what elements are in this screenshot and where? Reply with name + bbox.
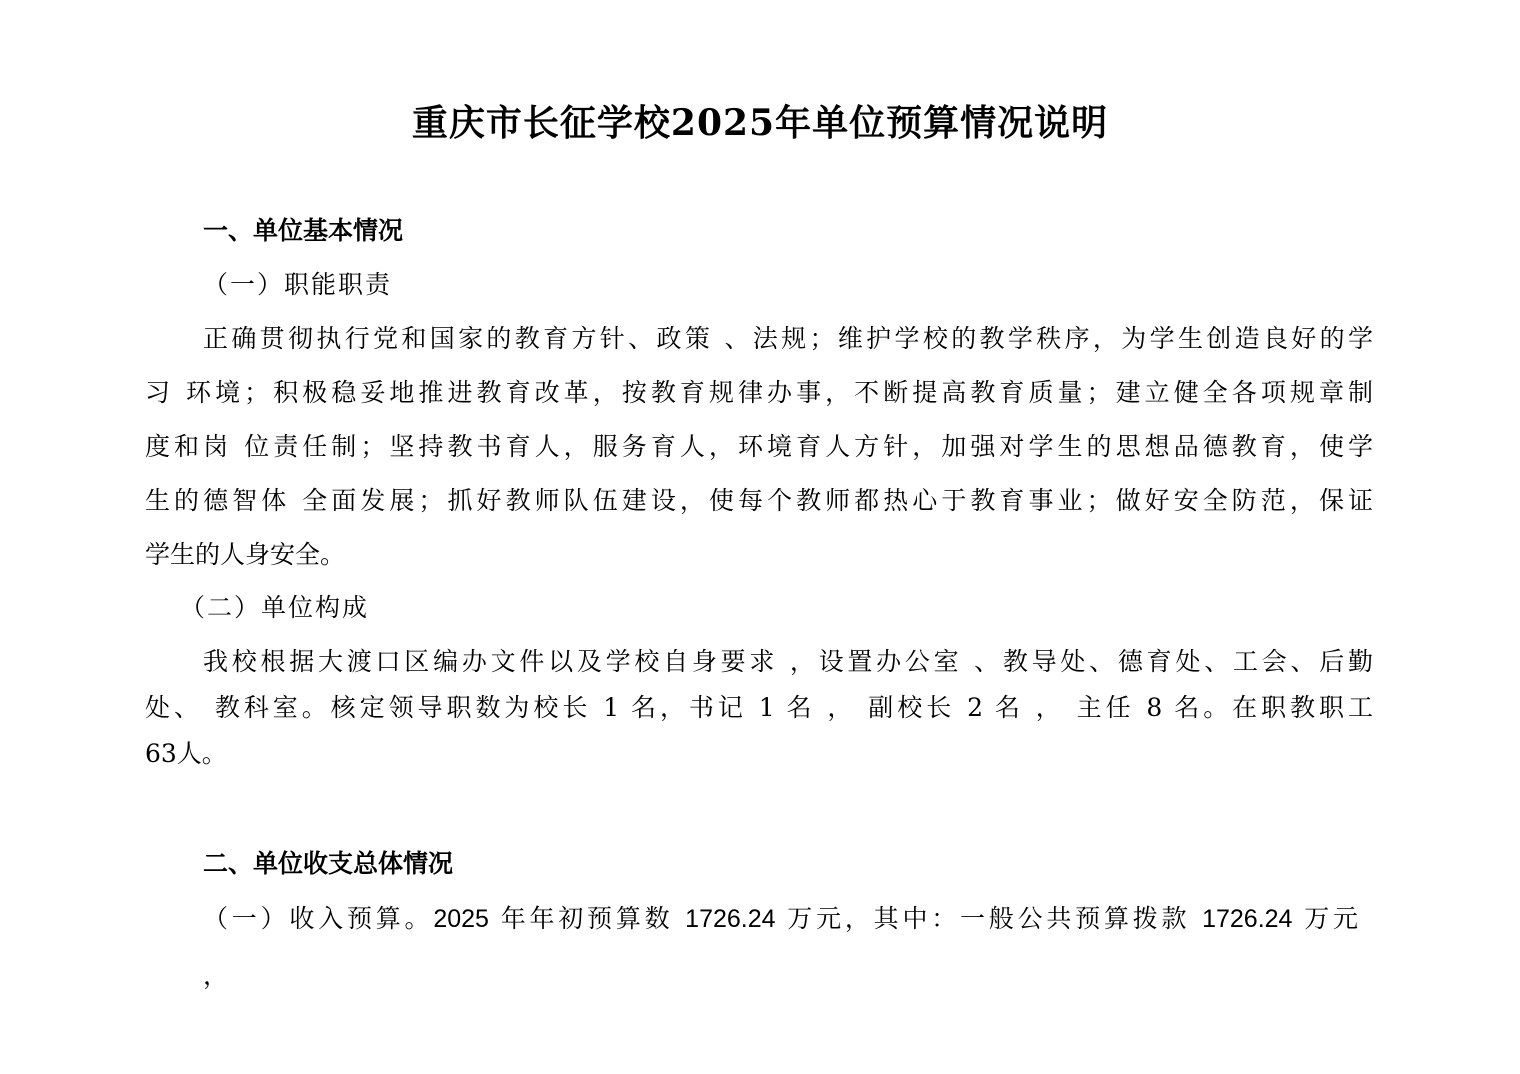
section-2-heading: 二、单位收支总体情况: [203, 849, 454, 878]
paragraph-line: 63人。: [145, 739, 227, 768]
budget-year: 2025: [433, 905, 489, 933]
total-budget-amount: 1726.24: [685, 905, 776, 933]
paragraph-line: 度和岗 位责任制；坚持教书育人，服务育人，环境育人方针，加强对学生的思想品德教育，使学: [145, 432, 1373, 461]
income-budget-text: 万元，其中：一般公共预算拨款: [775, 904, 1203, 933]
paragraph-line: 学生的人身安全。: [145, 540, 346, 569]
paragraph-line: 处、 教科室。核定领导职数为校长 1 名，书记 1 名 ， 副校长 2 名 ， 主任 8 名。在职教职工: [145, 693, 1373, 722]
section-1-heading: 一、单位基本情况: [203, 216, 404, 245]
income-budget-line: [203, 901, 1358, 937]
section-1-sub-2-heading: （二）单位构成: [180, 593, 370, 622]
trailing-comma: ，: [203, 961, 231, 990]
income-budget-prefix: （一）收入预算。: [203, 904, 434, 933]
section-1-sub-1-heading: （一）职能职责: [203, 270, 393, 299]
document-title: 重庆市长征学校2025年单位预算情况说明: [411, 102, 1109, 144]
paragraph-line: 生的德智体 全面发展；抓好教师队伍建设，使每个教师都热心于教育事业；做好安全防范，保证: [145, 486, 1373, 515]
paragraph-line: 习 环境；积极稳妥地推进教育改革，按教育规律办事，不断提高教育质量；建立健全各项规章制: [145, 378, 1373, 407]
public-budget-amount: 1726.24: [1202, 905, 1293, 933]
paragraph-line: 我校根据大渡口区编办文件以及学校自身要求 ，设置办公室 、教导处、德育处、工会、后勤: [203, 647, 1373, 676]
income-budget-suffix: 万元: [1292, 904, 1358, 933]
paragraph-line: 正确贯彻执行党和国家的教育方针、政策 、法规；维护学校的教学秩序，为学生创造良好的学: [203, 324, 1373, 353]
income-budget-text: 年年初预算数: [488, 904, 686, 933]
